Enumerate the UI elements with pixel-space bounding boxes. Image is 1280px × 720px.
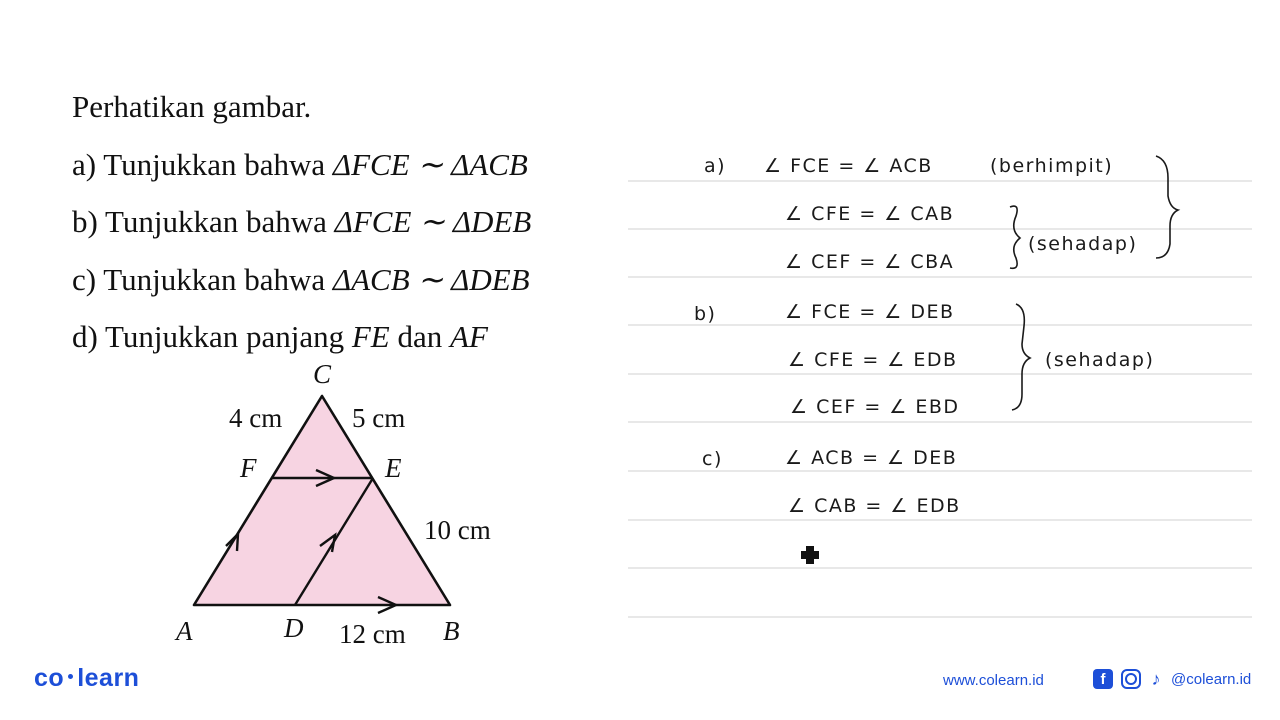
colearn-logo [34,664,139,693]
website-link[interactable]: www.colearn.id [943,672,1044,689]
vertex-label-d: D [284,613,304,643]
social-links [1093,669,1251,689]
facebook-icon[interactable]: f [1093,669,1113,689]
solution-b-line2: ∠ CFE = ∠ EDB [788,349,958,371]
tiktok-icon[interactable]: ♪ [1151,668,1161,689]
length-label-eb: 10 cm [424,515,491,545]
solution-a-line3: ∠ CEF = ∠ CBA [785,251,955,273]
vertex-label-c: C [313,359,332,389]
question-item-a-text: a) Tunjukkan bahwa [72,146,333,182]
question-item-b-text: b) Tunjukkan bahwa [72,204,335,239]
solution-c-label: c) [702,448,723,470]
vertex-label-a: A [176,616,193,646]
solution-b-line1: ∠ FCE = ∠ DEB [785,301,955,323]
solution-a-note2: (sehadap) [1028,233,1138,255]
question-item-b-math: ΔFCE ∼ ΔDEB [334,204,532,239]
solution-b-label: b) [694,303,717,325]
question-item-d-mid: dan [389,319,451,354]
solution-c-line2: ∠ CAB = ∠ EDB [788,495,961,517]
length-label-cf: 4 cm [229,403,283,433]
length-label-ce: 5 cm [352,403,406,433]
vertex-label-b: B [443,616,460,646]
length-label-db: 12 cm [339,619,406,649]
solution-a-label: a) [704,155,727,177]
solution-a-line2: ∠ CFE = ∠ CAB [785,203,955,225]
social-handle[interactable]: @colearn.id [1171,670,1252,688]
brand-left: co [34,664,65,692]
solution-a-note1: (berhimpit) [990,155,1114,177]
footer [0,660,1280,700]
question-item-a-math: ΔFCE ∼ ΔACB [332,146,528,182]
question-item-d-text: d) Tunjukkan panjang [72,319,352,354]
vertex-label-f: F [240,453,257,483]
pen-cursor-icon [801,546,819,564]
question-item-c-text: c) Tunjukkan bahwa [72,261,333,297]
brace-b [1012,304,1030,410]
brand-dot [68,674,73,679]
solution-a-line1: ∠ FCE = ∠ ACB [764,155,933,177]
brace-a-inner [1010,206,1020,268]
solution-b-note: (sehadap) [1045,349,1155,371]
question-item-c-math: ΔACB ∼ ΔDEB [332,261,530,297]
instagram-lens-icon [1125,673,1137,685]
instagram-icon[interactable] [1121,669,1141,689]
solution-c-line1: ∠ ACB = ∠ DEB [785,447,958,469]
vertex-label-e: E [385,453,402,483]
solution-b-line3: ∠ CEF = ∠ EBD [790,396,960,418]
question-item-d-math-fe: FE [351,319,390,354]
brand-right: learn [77,664,140,692]
question-item-d-math-af: AF [450,319,488,354]
brace-a-outer [1156,156,1178,258]
question-intro: Perhatikan gambar. [72,89,312,124]
